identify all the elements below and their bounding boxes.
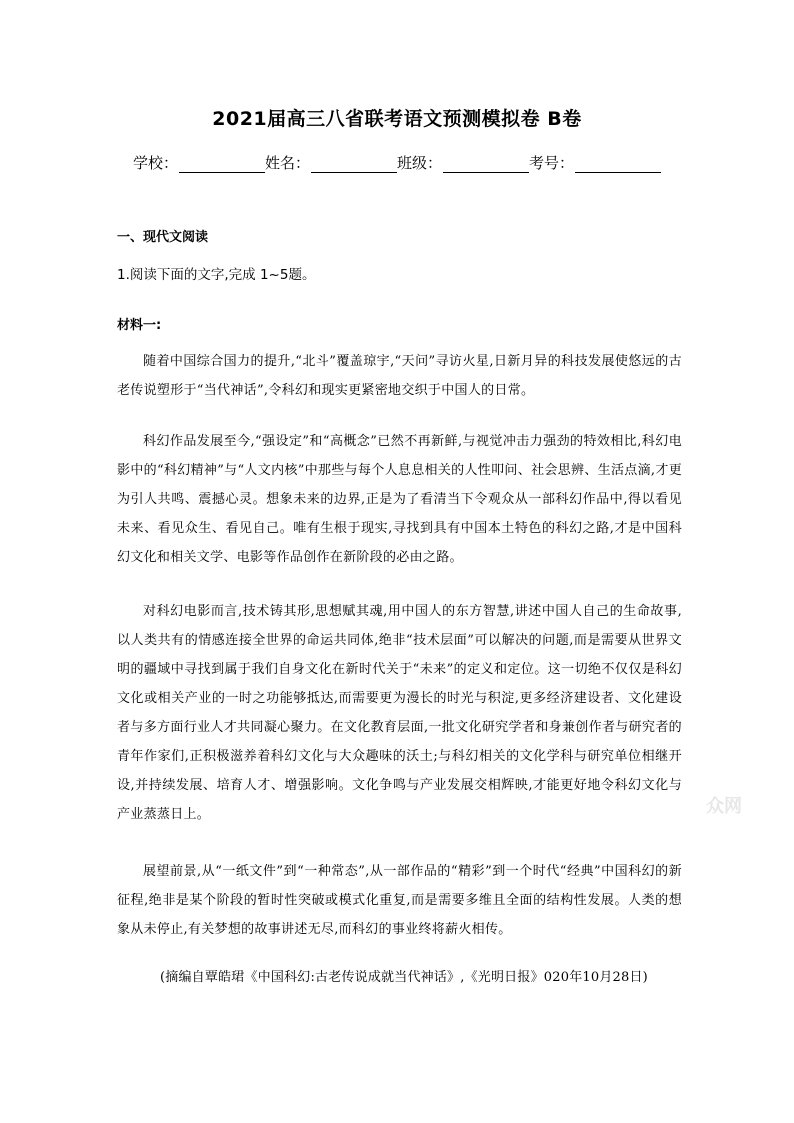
section-heading: 一、现代文阅读: [117, 230, 209, 245]
exam-number-blank[interactable]: [575, 156, 661, 173]
school-field: [133, 152, 265, 173]
name-label: 姓名：: [264, 154, 310, 172]
source-citation: (摘编自覃皓珺《中国科幻:古老传说成就当代神话》,《光明日报》020年10月28日): [160, 970, 648, 985]
question-prompt: 1.阅读下面的文字,完成 1~5题。: [117, 267, 316, 283]
page-title: 2021届高三八省联考语文预测模拟卷 B卷: [212, 108, 582, 130]
school-label: 学校：: [132, 154, 178, 172]
exam-number-label: 考号：: [529, 154, 575, 172]
student-info-row: [0, 152, 794, 173]
paragraph-4: 展望前景,从“一纸文件”到“一种常态”,从一部作品的“精彩”到一个时代“经典”中国科幻的新征程,绝非是某个阶段的暂时性突破或模式化重复,而是需要多维且全面的结构性发展。人类的想象从未停止,有关梦想的故事讲述无尽,而科幻的事业终将薪火相传。: [117, 864, 682, 937]
paragraph-3: 对科幻电影而言,技术铸其形,思想赋其魂,用中国人的东方智慧,讲述中国人自己的生命故事,以人类共有的情感连接全世界的命运共同体,绝非“技术层面”可以解决的问题,而是需要从世界文明的疆域中寻找到属于我们自身文化在新时代关于“未来”的定义和定位。这一切绝不仅仅是科幻文化或相关产业的一时之功能够抵达,而需要更为漫长的时光与积淀,更多经济建设者、文化建设者与多方面行业人才共同凝心聚力。在文化教育层面,一批文化研究学者和身兼创作者与研究者的青年作家们,正积极滋养着科幻文化与大众趣味的沃土;与科幻相关的文化学科与研究单位相继开设,并持续发展、培育人才、增强影响。文化争鸣与产业发展交相辉映,才能更好地令科幻文化与产业蒸蒸日上。: [117, 604, 682, 822]
paragraph-2: 科幻作品发展至今,“强设定”和“高概念”已然不再新鲜,与视觉冲击力强劲的特效相比,科幻电影中的“科幻精神”与“人文内核”中那些与每个人息息相关的人性叩问、社会思辨、生活点滴,才更为引人共鸣、震撼心灵。想象未来的边界,正是为了看清当下令观众从一部科幻作品中,得以看见未来、看见众生、看见自己。唯有生根于现实,寻找到具有中国本土特色的科幻之路,才是中国科幻文化和相关文学、电影等作品创作在新阶段的必由之路。: [117, 434, 682, 565]
class-blank[interactable]: [443, 156, 529, 173]
paragraph-1: 随着中国综合国力的提升,“北斗”覆盖琼宇,“天问”寻访火星,日新月异的科技发展使悠远的古老传说塑形于“当代神话”,令科幻和现实更紧密地交织于中国人的日常。: [117, 354, 682, 398]
exam-number-field: [529, 152, 661, 173]
watermark: 众网: [706, 796, 742, 817]
name-field: [265, 152, 397, 173]
name-blank[interactable]: [311, 156, 397, 173]
class-field: [397, 152, 529, 173]
material-label: 材料一:: [117, 318, 162, 333]
school-blank[interactable]: [179, 156, 265, 173]
class-label: 班级：: [397, 154, 443, 172]
